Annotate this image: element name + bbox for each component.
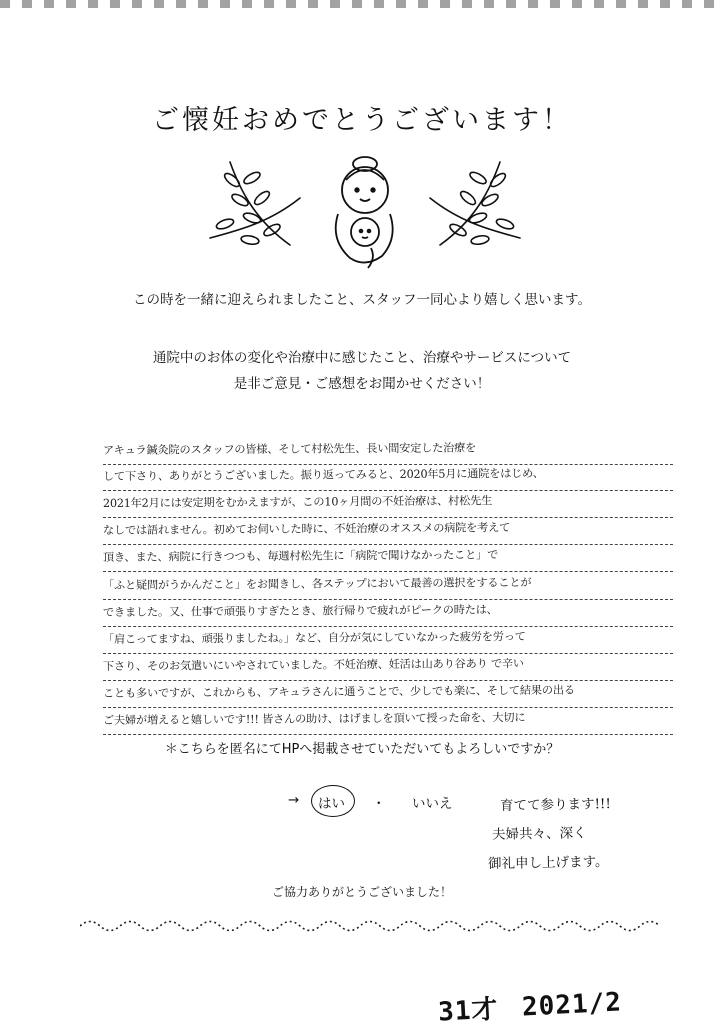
- greeting-text: この時を一緒に迎えられましたこと、スタッフ一同心より嬉しく思います。: [133, 292, 591, 308]
- mother-and-baby-icon: [336, 157, 393, 268]
- top-border: [0, 0, 724, 8]
- option-separator: ・: [372, 796, 386, 812]
- comment-line-1: アキュラ鍼灸院のスタッフの皆様、そして村松先生、長い間安定した治療を: [102, 441, 477, 457]
- decorative-wavy-divider: [80, 915, 660, 937]
- comment-line-6: 「ふと疑問がうかんだこと」をお聞きし、各ステップにおいて最善の選択をすることが: [102, 576, 532, 592]
- closing-thanks: ご協力ありがとうございました！: [271, 885, 452, 899]
- comment-line-5: 頂き、また、病院に行きつつも、毎週村松先生に「病院で聞けなかったこと」で: [102, 548, 499, 564]
- comment-line-3: 2021年2月には安定期をむかえますが、この10ヶ月間の不妊治療は、村松先生: [102, 494, 493, 510]
- age-note: 31才: [437, 994, 500, 1028]
- congratulations-illustration: [200, 150, 530, 270]
- comment-line-7: できました。又、仕事で頑張りすぎたとき、旅行帰りで疲れがピークの時たは、: [102, 603, 498, 619]
- date-note: 2021/2: [521, 987, 623, 1023]
- laurel-branch-icon: [210, 162, 300, 246]
- comment-line-9: 下さり、そのお気遣いにいやされていました。不妊治療、妊活は山あり谷あり で辛い: [102, 657, 524, 673]
- signature-line-1: 育てて参ります!!!: [499, 796, 611, 814]
- publish-consent-question: ＊こちらを匿名にてHPへ掲載させていただいてもよろしいですか？: [164, 742, 560, 757]
- request-text-line1: 通院中のお体の変化や治療中に感じたこと、治療やサービスについて: [152, 350, 572, 366]
- yes-option[interactable]: はい: [318, 796, 345, 812]
- arrow-icon: →: [288, 792, 300, 808]
- comment-line-11: ご夫婦が増えると嬉しいです!!! 皆さんの助け、はげましを頂いて授った命を、大切に: [102, 711, 526, 727]
- request-text-line2: 是非ご意見・ご感想をお聞かせください！: [233, 376, 491, 392]
- comment-line-4: なしでは語れません。初めてお伺いした時に、不妊治療のオススメの病院を考えて: [102, 521, 511, 537]
- laurel-branch-icon: [430, 162, 520, 246]
- comment-line-10: ことも多いですが、これからも、アキュラさんに通うことで、少しでも楽に、そして結果の出る: [102, 683, 575, 700]
- signature-line-3: 御礼申し上げます。: [487, 853, 609, 873]
- comment-line-2: して下さり、ありがとうございました。振り返ってみると、2020年5月に通院をはじめ、: [102, 466, 544, 483]
- no-option[interactable]: いいえ: [412, 796, 453, 812]
- comment-line-8: 「肩こってますね、頑張りましたね。」など、自分が気にしていなかった疲労を労って: [102, 630, 526, 646]
- signature-line-2: 夫婦共々、深く: [491, 825, 587, 843]
- page-title: ご懐妊おめでとうございます！: [152, 105, 572, 136]
